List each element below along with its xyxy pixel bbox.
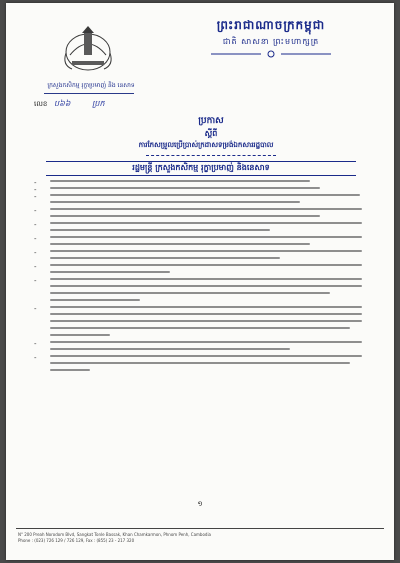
clause-2 xyxy=(34,186,366,194)
royal-emblem-icon xyxy=(58,25,118,75)
clause-12 xyxy=(34,355,366,371)
text-line xyxy=(50,201,300,203)
text-line xyxy=(50,243,310,245)
text-line xyxy=(50,320,362,322)
text-line xyxy=(50,369,90,371)
document-subject: ការកែសម្រួលប្រើប្រាស់ក្រដាសទម្រង់ឯកសាររដ្ឋបាល xyxy=(138,141,274,149)
bullet-icon: - xyxy=(34,207,37,215)
text-line xyxy=(50,313,362,315)
ministry-name: ក្រសួងកសិកម្ម រុក្ខាប្រមាញ់ និង នេសាទ xyxy=(47,82,135,89)
bullet-icon: - xyxy=(34,186,37,194)
text-line xyxy=(50,208,362,210)
document-body xyxy=(34,180,366,376)
bullet-icon: - xyxy=(34,305,37,313)
text-line xyxy=(50,229,270,231)
text-line xyxy=(50,187,320,189)
text-line xyxy=(50,334,110,336)
national-motto: ជាតិ សាសនា ព្រះមហាក្សត្រ xyxy=(222,37,320,46)
clause-8 xyxy=(34,264,366,273)
bullet-icon: - xyxy=(34,277,37,285)
text-line xyxy=(50,362,350,364)
bullet-icon: - xyxy=(34,249,37,257)
document-type: ប្រកាស xyxy=(198,116,224,126)
text-line xyxy=(50,236,362,238)
bullet-icon: - xyxy=(34,235,37,243)
text-line xyxy=(50,257,280,259)
reference-label: លេខ xyxy=(34,100,48,108)
subject-underline xyxy=(146,155,276,156)
divider-ornament-icon xyxy=(211,50,331,58)
clause-11 xyxy=(34,341,366,350)
text-line xyxy=(50,348,290,350)
text-line xyxy=(50,327,350,329)
text-line xyxy=(50,222,362,224)
clause-6 xyxy=(34,236,366,245)
document-page xyxy=(6,3,394,560)
text-line xyxy=(50,292,330,294)
clause-10 xyxy=(34,306,366,336)
clause-4 xyxy=(34,208,366,217)
bullet-icon: - xyxy=(34,193,37,201)
text-line xyxy=(50,264,362,266)
clause-7 xyxy=(34,250,366,259)
text-line xyxy=(50,215,320,217)
text-line xyxy=(50,341,362,343)
clause-1 xyxy=(34,179,366,187)
text-line xyxy=(50,180,310,182)
text-line xyxy=(50,285,362,287)
footer-phone: Phone : (023) 726 129 / 726 129, Fax : (855) 23 - 217 320 xyxy=(18,538,135,543)
footer-address: N° 200 Preah Norodom Blvd, Sangkat Tonle Bassak, Khan Chamkarmon, Phnom Penh, Cambodia xyxy=(18,532,212,537)
handwritten-date: ប្រក xyxy=(92,99,105,108)
page-number: ១ xyxy=(197,500,203,508)
text-line xyxy=(50,355,362,357)
footer-divider xyxy=(16,528,384,529)
bullet-icon: - xyxy=(34,354,37,362)
document-topic: ស្តីពី xyxy=(204,129,218,138)
footer xyxy=(18,532,382,544)
text-line xyxy=(50,194,360,196)
clause-5 xyxy=(34,222,366,231)
minister-title: រដ្ឋមន្ត្រី ក្រសួងកសិកម្ម រុក្ខាប្រមាញ់ និងនេសាទ xyxy=(132,163,270,172)
text-line xyxy=(50,278,362,280)
bullet-icon: - xyxy=(34,263,37,271)
ministry-underline xyxy=(44,93,134,94)
bullet-icon: - xyxy=(34,221,37,229)
text-line xyxy=(50,250,362,252)
kingdom-title: ព្រះរាជាណាចក្រកម្ពុជា xyxy=(216,18,326,32)
clause-3 xyxy=(34,194,366,203)
bullet-icon: - xyxy=(34,340,37,348)
text-line xyxy=(50,299,140,301)
handwritten-number: ប៦៦ xyxy=(54,99,71,108)
text-line xyxy=(50,306,362,308)
bullet-icon: - xyxy=(34,179,37,187)
text-line xyxy=(50,271,170,273)
clause-9 xyxy=(34,278,366,301)
